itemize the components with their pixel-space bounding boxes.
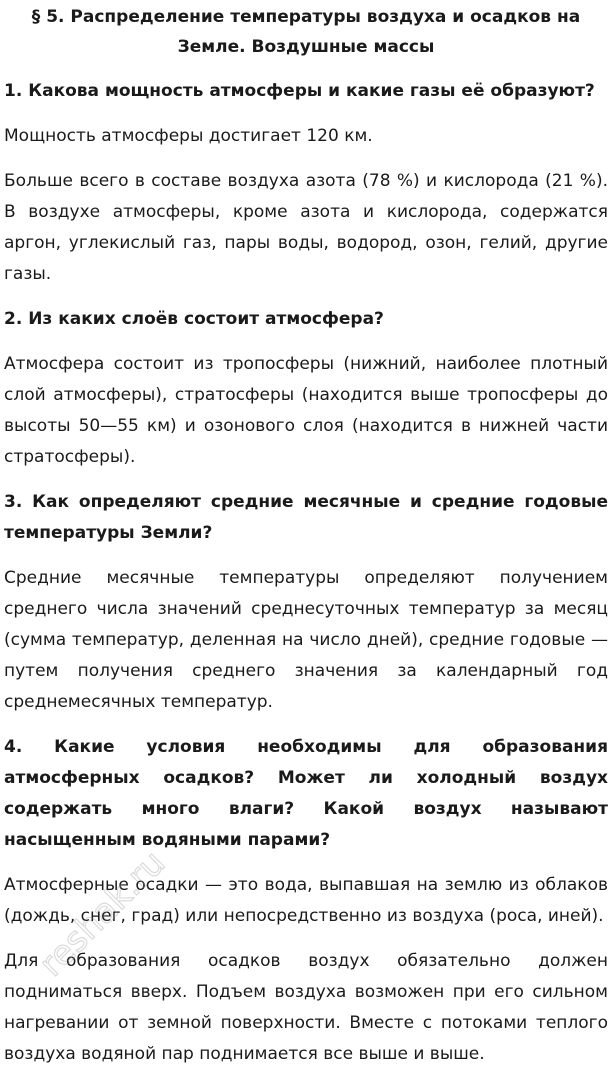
answer-3-paragraph-1: Средние месячные температуры определяют получением среднего числа значений среднесуточных температур за месяц (сумма температур, деленная на число дней), средние годовые — путем получения среднего значения за календарный год среднемесячных температур. — [4, 568, 608, 712]
question-3: 3. Как определяют средние месячные и средние годовые температуры Земли? — [4, 492, 608, 543]
title-line-2: Земле. Воздушные массы — [177, 37, 435, 57]
title-line-1: § 5. Распределение температуры воздуха и осадков на — [31, 7, 581, 27]
watermark-text: reshak.ru — [31, 842, 174, 985]
question-1: 1. Какова мощность атмосферы и какие газы её образуют? — [4, 81, 595, 101]
section-1 — [4, 76, 608, 290]
section-3 — [4, 487, 608, 718]
answer-4-paragraph-1: Атмосферные осадки — это вода, выпавшая на землю из облаков (дождь, снег, град) или непосредственно из воздуха (роса, иней). — [4, 875, 608, 926]
page-title — [4, 0, 608, 62]
answer-4-paragraph-2: Для образования осадков воздух обязательно должен подниматься вверх. Подъем воздуха возможен при его сильном нагревании от земной поверхности. Вместе с потоками теплого воздуха водяной пар поднимается все выше и выше. — [4, 951, 608, 1064]
question-2: 2. Из каких слоёв состоит атмосфера? — [4, 309, 384, 329]
answer-1-paragraph-1: Мощность атмосферы достигает 120 км. — [4, 126, 373, 146]
question-4: 4. Какие условия необходимы для образования атмосферных осадков? Может ли холодный воздух содержать много влаги? Какой воздух называют насыщенным водяными парами? — [4, 737, 608, 850]
section-4 — [4, 732, 608, 1070]
answer-1-paragraph-2: Больше всего в составе воздуха азота (78 %) и кислорода (21 %). В воздухе атмосферы, кроме азота и кислорода, содержатся аргон, углекислый газ, пары воды, водород, озон, гелий, другие газы. — [4, 171, 608, 284]
section-2 — [4, 304, 608, 473]
answer-2-paragraph-1: Атмосфера состоит из тропосферы (нижний, наиболее плотный слой атмосферы), стратосферы (находится выше тропосферы до высоты 50—55 км) и озонового слоя (находится в нижней части стратосферы). — [4, 354, 608, 467]
